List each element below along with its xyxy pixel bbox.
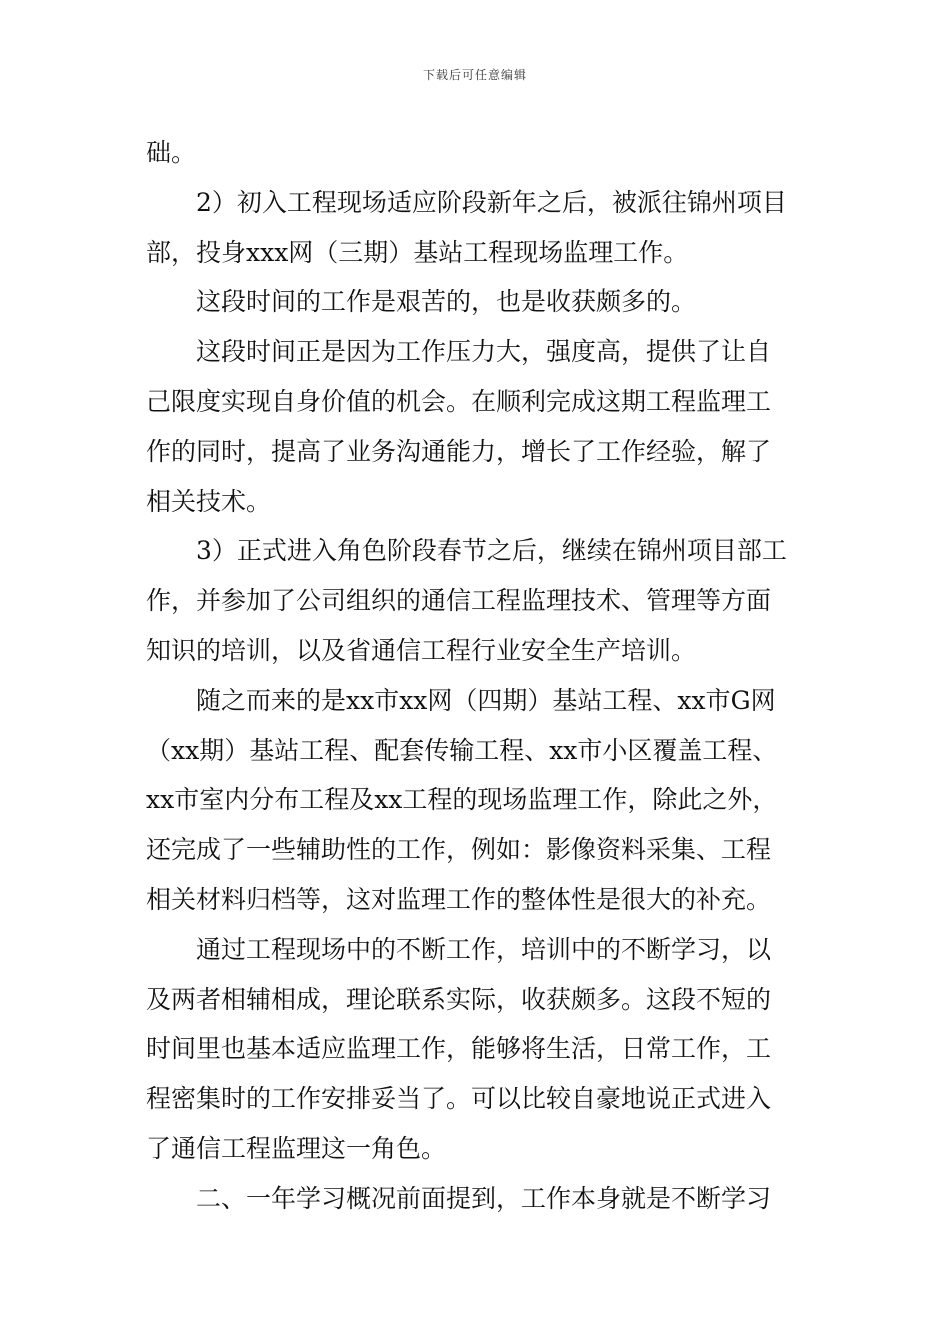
- page-header: 下载后可任意编辑: [422, 68, 527, 82]
- text-line: 这段时间的工作是艰苦的，也是收获颇多的。: [196, 287, 697, 317]
- text-line: 及两者相辅相成，理论联系实际，收获颇多。这段不短的: [146, 984, 772, 1014]
- text-line: （xx期）基站工程、配套传输工程、xx市小区覆盖工程、: [146, 735, 778, 765]
- text-line: 3）正式进入角色阶段春节之后，继续在锦州项目部工: [196, 536, 787, 566]
- text-line: 还完成了一些辅助性的工作，例如：影像资料采集、工程: [146, 835, 772, 865]
- text-line: 2）初入工程现场适应阶段新年之后，被派往锦州项目: [196, 187, 787, 217]
- text-line: 作，并参加了公司组织的通信工程监理技术、管理等方面: [146, 586, 772, 616]
- text-line: 部，投身xxx网（三期）基站工程现场监理工作。: [146, 237, 689, 267]
- text-line: 时间里也基本适应监理工作，能够将生活，日常工作，工: [146, 1034, 772, 1064]
- text-line: 通过工程现场中的不断工作，培训中的不断学习，以: [196, 934, 772, 964]
- text-line: 相关技术。: [146, 486, 272, 516]
- text-line: 二、一年学习概况前面提到，工作本身就是不断学习: [196, 1183, 772, 1213]
- text-line: 随之而来的是xx市xx网（四期）基站工程、xx市G网: [196, 685, 776, 715]
- text-line: 这段时间正是因为工作压力大，强度高，提供了让自: [196, 337, 772, 367]
- text-line: 己限度实现自身价值的机会。在顺利完成这期工程监理工: [146, 386, 772, 416]
- text-line: 程密集时的工作安排妥当了。可以比较自豪地说正式进入: [146, 1084, 772, 1114]
- text-line: 了通信工程监理这一角色。: [146, 1133, 447, 1163]
- text-line: xx市室内分布工程及xx工程的现场监理工作，除此之外，: [146, 785, 778, 815]
- text-line: 相关材料归档等，这对监理工作的整体性是很大的补充。: [146, 884, 772, 914]
- document-body: [146, 128, 811, 1224]
- text-line: 作的同时，提高了业务沟通能力，增长了工作经验，解了: [146, 436, 772, 466]
- text-line: 知识的培训，以及省通信工程行业安全生产培训。: [146, 635, 697, 665]
- text-line: 础。: [146, 138, 197, 167]
